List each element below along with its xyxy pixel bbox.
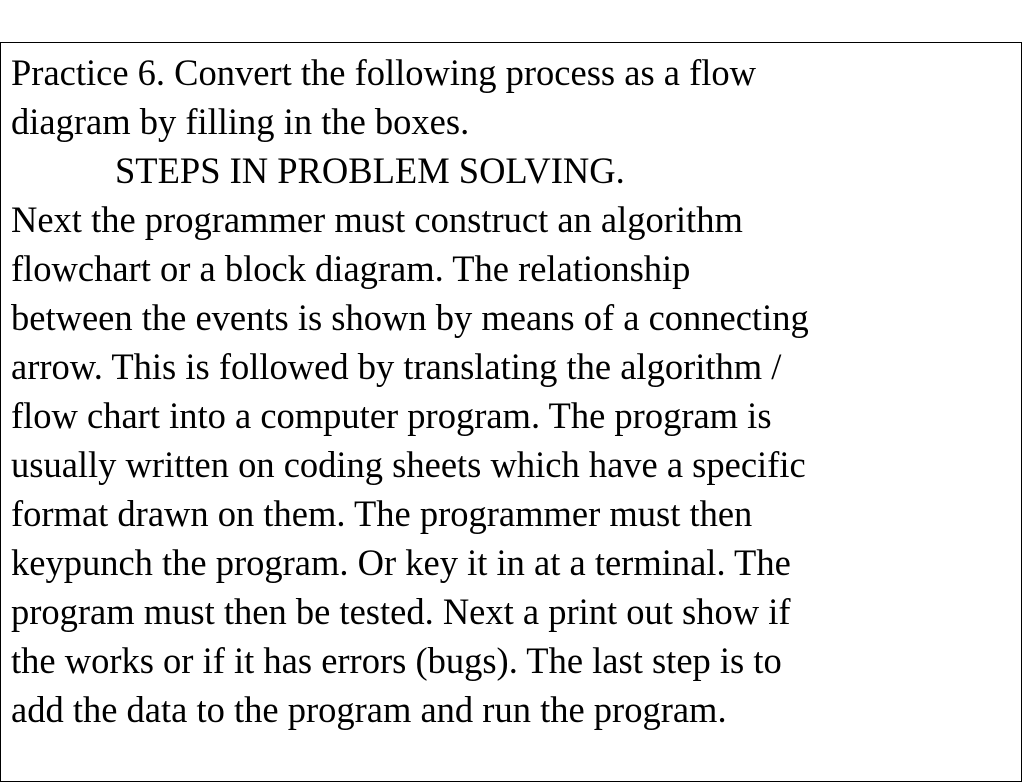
paragraph-line: keypunch the program. Or key it in at a terminal. The	[11, 542, 791, 583]
paragraph-line: the works or if it has errors (bugs). The last step is to	[11, 640, 782, 681]
paragraph-line: usually written on coding sheets which have a specific	[11, 444, 806, 485]
paragraph-line: Next the programmer must construct an algorithm	[11, 199, 743, 240]
paragraph-line: between the events is shown by means of a connecting	[11, 297, 809, 338]
slide-text	[11, 48, 1016, 734]
section-heading: STEPS IN PROBLEM SOLVING.	[115, 150, 625, 191]
instruction-line-2: diagram by filling in the boxes.	[11, 101, 470, 142]
paragraph-line: flow chart into a computer program. The program is	[11, 395, 772, 436]
paragraph-line: program must then be tested. Next a print out show if	[11, 591, 791, 632]
paragraph-line: flowchart or a block diagram. The relationship	[11, 248, 691, 289]
paragraph-line: add the data to the program and run the program.	[11, 689, 727, 730]
paragraph-line: format drawn on them. The programmer must then	[11, 493, 753, 534]
instruction-line-1: Practice 6. Convert the following process as a flow	[11, 52, 757, 93]
paragraph-line: arrow. This is followed by translating the algorithm /	[11, 346, 782, 387]
